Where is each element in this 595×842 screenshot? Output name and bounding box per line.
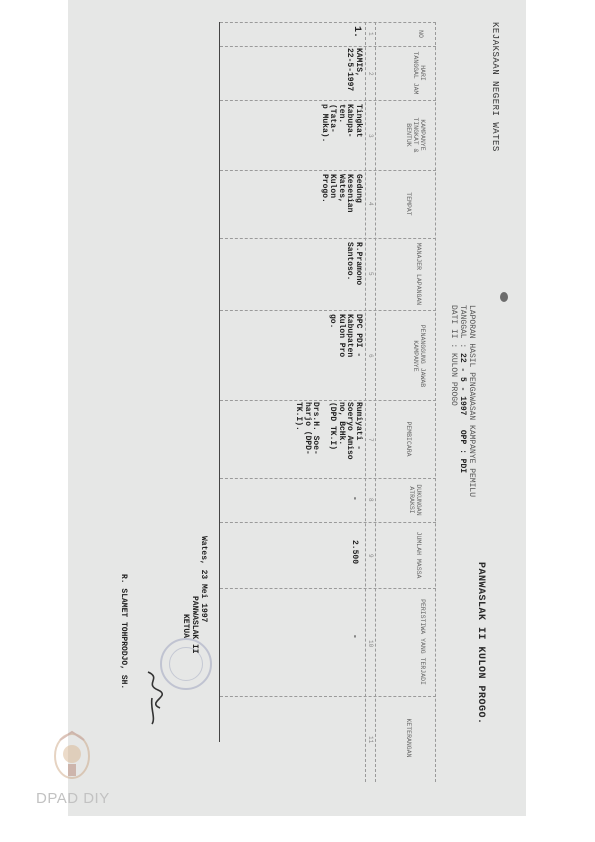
sign-place-date: Wates, 23 Mei 1997 [199,536,208,623]
sign-role: KETUA [181,614,190,639]
col-header-event: PERISTIWA YANG TERJADI [419,599,426,685]
col-header-manager: MANAJER LAPANGAN [415,242,422,306]
col-number: 5 [367,272,374,276]
col-number: 9 [367,554,374,558]
dati-label: DATI II : [449,305,458,349]
column-divider [220,22,436,23]
table-bottom-rule [219,22,220,742]
col-header-mass: JUMLAH MASSA [415,531,422,579]
report-party: OPP : PDI [458,429,467,474]
column-divider [220,170,436,171]
col-header-level: KAMPANYE TINGKAT & BENTUK [405,117,426,153]
report-date: 22 - 5 - 1997 [458,353,467,416]
office-name: KEJAKSAAN NEGERI WATES [490,22,500,152]
column-divider [220,588,436,589]
column-divider [220,478,436,479]
row-attraction: - [350,496,359,501]
column-divider [220,100,436,101]
col-number: 4 [367,202,374,206]
col-number: 1 [367,32,374,36]
col-number: 2 [367,72,374,76]
row-speaker: Rumiyati - Soeryo Amiso no, BcHk. (DPD TK.I) Drs.H. Soe- harjo (DPD- TK.I). [294,402,363,460]
dati-value: KULON PROGO [449,353,458,406]
column-divider [220,46,436,47]
row-no: 1. [351,26,362,39]
row-level: Tingkat Kabupa- ten. (Tata- p Muka). [320,104,363,143]
row-place: Gedung Kesenian Wates, Kulon Progo. [320,174,363,213]
column-divider [220,522,436,523]
rotated-document-content [68,0,526,816]
report-title [449,305,476,497]
sign-name: R. SLAMET TOHPRODJO, SH. [119,574,128,690]
col-header-place: TEMPAT [405,192,412,216]
header-bottom-rule [375,22,376,782]
row-date: KAMIS, 22-5-1997 [345,48,363,92]
col-number: 8 [367,498,374,502]
col-header-date: HARI TANGGAL JAM [412,51,426,95]
report-line-1: LAPORAN HASIL PENGAWASAN KAMPANYE PEMILU [467,305,476,498]
table-top-rule [435,22,436,782]
column-divider [220,238,436,239]
sign-org: PANWASLAK II [190,596,199,654]
number-row-rule [365,22,366,782]
row-mass: 2.500 [350,540,359,565]
col-number: 3 [367,134,374,138]
dpad-diy-crest-icon [52,730,92,784]
col-header-speaker: PEMBICARA [405,421,412,457]
report-line-2 [458,305,467,497]
col-number: 6 [367,354,374,358]
column-divider [220,696,436,697]
row-responsible: DPC PDI - Kabupaten Kulon Pro go. [328,314,363,358]
watermark-text: DPAD DIY [36,790,110,807]
column-divider [220,400,436,401]
col-header-attraction: DUKUNGAN ATRAKSI [408,484,422,516]
col-header-responsible: PENANGGUNG JAWAB KAMPANYE [412,324,426,388]
date-label: TANGGAL : [458,305,467,349]
row-event: - [350,634,359,639]
column-divider [220,310,436,311]
col-header-note: KETERANGAN [405,718,412,758]
col-number: 7 [367,438,374,442]
row-manager: R.Pramono Santoso. [345,242,363,286]
col-number: 10 [367,640,374,648]
signature-block [181,536,208,654]
report-line-3 [449,305,458,497]
handwritten-signature [140,668,166,728]
panwaslak-heading: PANWASLAK II KULON PROGO. [475,562,486,725]
col-header-no: NO [417,30,424,38]
col-number: 11 [367,736,374,744]
